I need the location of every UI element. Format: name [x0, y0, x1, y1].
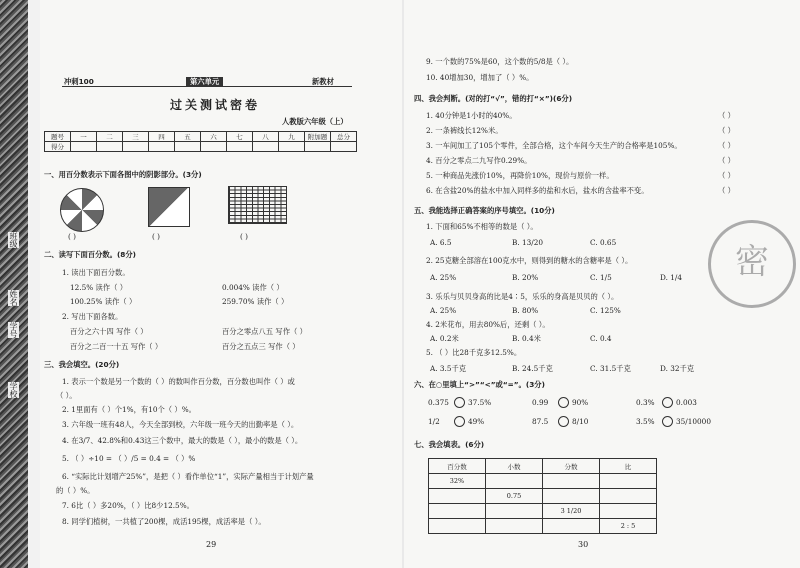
compare-circle: [558, 416, 569, 427]
choice-option: D. 32千克: [660, 364, 695, 373]
read-item: 259.70% 读作（ ）: [222, 297, 289, 306]
section-5-title: 五、我能选择正确答案的序号填空。(10分): [414, 206, 555, 215]
number-field: 学号: [9, 322, 18, 338]
question: 3. 乐乐与贝贝身高的比是4∶5，乐乐的身高是贝贝的（ ）。: [426, 292, 619, 301]
fill-header-cell: 百分数: [429, 459, 486, 474]
question: 4. 在3/7、42.8%和0.43这三个数中，最大的数是（ ），最小的数是（ ）。: [62, 436, 303, 445]
fill-cell: [543, 519, 600, 534]
choice-option: B. 0.4米: [512, 334, 541, 343]
choice-option: A. 3.5千克: [430, 364, 467, 373]
choice-option: A. 6.5: [430, 238, 452, 247]
score-header-cell: 九: [279, 132, 305, 142]
compare-circle: [662, 397, 673, 408]
score-cell: [175, 142, 201, 152]
score-cell: [253, 142, 279, 152]
question: 1. 下面和65%不相等的数是（ ）。: [426, 222, 538, 231]
score-header-cell: 附加题: [305, 132, 331, 142]
choice-option: C. 125%: [590, 306, 621, 315]
write-item: 百分之六十四 写作（ ）: [70, 327, 148, 336]
question: 7. 6比（ ）多20%，（ ）比8少12.5%。: [62, 501, 194, 510]
fill-header-cell: 分数: [543, 459, 600, 474]
compare-left: 0.99: [532, 398, 549, 407]
section-7-title: 七、我会填表。(6分): [414, 440, 485, 449]
class-field: 班级: [9, 232, 18, 248]
question: 的（ ）%。: [56, 486, 95, 495]
edition-label: 人教版六年级（上）: [282, 117, 348, 126]
score-header-cell: 七: [227, 132, 253, 142]
fill-cell: [543, 474, 600, 489]
fill-cell: 2 : 5: [600, 519, 657, 534]
score-header-cell: 三: [123, 132, 149, 142]
fill-cell: [600, 489, 657, 504]
compare-right: 49%: [468, 417, 485, 426]
section-4-title: 四、我会判断。(对的打“√”，错的打“×”)(6分): [414, 94, 573, 103]
page-number: 30: [578, 540, 589, 549]
fill-cell: [600, 474, 657, 489]
write-item: 百分之五点三 写作（ ）: [222, 342, 300, 351]
answer-blank: ( ): [152, 232, 161, 241]
fill-cell: 32%: [429, 474, 486, 489]
judge-mark: （ ）: [718, 111, 735, 120]
score-header-cell: 二: [97, 132, 123, 142]
section-1-title: 一、用百分数表示下面各图中的阴影部分。(3分): [44, 170, 202, 179]
score-cell: [123, 142, 149, 152]
section-3-title: 三、我会填空。(20分): [44, 360, 120, 369]
score-header-cell: 总分: [331, 132, 357, 142]
fill-cell: 3 1/20: [543, 504, 600, 519]
compare-left: 0.375: [428, 398, 449, 407]
fill-header-cell: 比: [600, 459, 657, 474]
read-item: 0.004% 读作（ ）: [222, 283, 284, 292]
compare-right: 0.003: [676, 398, 697, 407]
read-item: 100.25% 读作（ ）: [70, 297, 137, 306]
judge-mark: （ ）: [718, 126, 735, 135]
question: （ ）。: [56, 391, 77, 400]
question: 6. “实际比计划增产25%”，是把（ ）看作单位“1”，实际产量相当于计划产量: [62, 472, 314, 481]
answer-blank: ( ): [240, 232, 249, 241]
compare-circle: [662, 416, 673, 427]
brand-label: 冲刺100: [64, 77, 94, 86]
score-row-label: 得分: [45, 142, 71, 152]
grid-figure: [228, 186, 287, 224]
compare-right: 90%: [572, 398, 589, 407]
judge-item: 3. 一车间加工了105个零件，全部合格，这个车间今天生产的合格率是105%。: [426, 141, 682, 150]
question: 5. （ ）比28千克多12.5%。: [426, 348, 522, 357]
fill-cell: [486, 474, 543, 489]
fill-cell: [486, 504, 543, 519]
choice-option: A. 25%: [430, 306, 457, 315]
judge-item: 6. 在含盐20%的盐水中加入同样多的盐和水后，盐水的含盐率不变。: [426, 186, 649, 195]
secret-stamp: 密: [708, 220, 796, 308]
fill-header-cell: 小数: [486, 459, 543, 474]
score-cell: [305, 142, 331, 152]
score-header-cell: 题号: [45, 132, 71, 142]
score-cell: [71, 142, 97, 152]
page-number: 29: [206, 540, 217, 549]
judge-item: 5. 一种商品先涨价10%，再降价10%，现价与原价一样。: [426, 171, 614, 180]
school-field: 学校: [9, 382, 18, 398]
binding-strip: [0, 0, 28, 568]
instruction: 2. 写出下面各数。: [62, 312, 123, 321]
question: 8. 同学们植树，一共植了200棵，成活195棵，成活率是（ ）。: [62, 517, 266, 526]
judge-mark: （ ）: [718, 171, 735, 180]
score-cell: [331, 142, 357, 152]
fill-table: [428, 458, 657, 534]
page-title: 过关测试密卷: [170, 98, 261, 112]
compare-left: 1/2: [428, 417, 440, 426]
judge-mark: （ ）: [718, 141, 735, 150]
choice-option: A. 25%: [430, 273, 457, 282]
section-6-title: 六、在○里填上“>”“<”或“=”。(3分): [414, 380, 545, 389]
question: 5. （ ）÷10 = （ ）/5 = 0.4 = （ ）%: [62, 454, 196, 463]
choice-option: C. 31.5千克: [590, 364, 631, 373]
score-cell: [149, 142, 175, 152]
score-table: [44, 131, 357, 152]
question: 10. 40增加30，增加了（ ）%。: [426, 73, 534, 82]
question: 9. 一个数的75%是60，这个数的5/8是（ ）。: [426, 57, 574, 66]
score-header-cell: 五: [175, 132, 201, 142]
question: 4. 2米花布，用去80%后，还剩（ ）。: [426, 320, 550, 329]
fill-cell: [429, 519, 486, 534]
choice-option: B. 24.5千克: [512, 364, 553, 373]
score-header-cell: 一: [71, 132, 97, 142]
choice-option: C. 1/5: [590, 273, 612, 282]
section-2-title: 二、读写下面百分数。(8分): [44, 250, 137, 259]
score-header-cell: 六: [201, 132, 227, 142]
write-item: 百分之二百一十五 写作（ ）: [70, 342, 163, 351]
compare-circle: [454, 397, 465, 408]
compare-right: 35/10000: [676, 417, 711, 426]
choice-option: A. 0.2米: [430, 334, 459, 343]
score-cell: [201, 142, 227, 152]
judge-mark: （ ）: [718, 186, 735, 195]
compare-right: 37.5%: [468, 398, 492, 407]
choice-option: B. 13/20: [512, 238, 544, 247]
instruction: 1. 读出下面百分数。: [62, 268, 130, 277]
fill-cell: [486, 519, 543, 534]
judge-item: 4. 百分之零点二九写作0.29%。: [426, 156, 532, 165]
question: 2. 25克糖全部溶在100克水中，则得到的糖水的含糖率是（ ）。: [426, 256, 633, 265]
answer-blank: ( ): [68, 232, 77, 241]
fill-cell: [600, 504, 657, 519]
compare-left: 87.5: [532, 417, 549, 426]
score-cell: [97, 142, 123, 152]
fill-cell: [543, 489, 600, 504]
write-item: 百分之零点八五 写作（ ）: [222, 327, 307, 336]
tag-label: 新教材: [312, 77, 334, 86]
choice-option: B. 20%: [512, 273, 539, 282]
question: 2. 1里面有（ ）个1%，有10个（ ）%。: [62, 405, 196, 414]
fill-cell: 0.75: [486, 489, 543, 504]
score-cell: [279, 142, 305, 152]
choice-option: D. 1/4: [660, 273, 682, 282]
score-header-cell: 四: [149, 132, 175, 142]
question: 1. 表示一个数是另一个数的（ ）的数叫作百分数，百分数也叫作（ ）或: [62, 377, 295, 386]
judge-item: 1. 40分钟是1小时的40%。: [426, 111, 517, 120]
read-item: 12.5% 读作（ ）: [70, 283, 128, 292]
judge-item: 2. 一条裤线长12%米。: [426, 126, 503, 135]
score-cell: [227, 142, 253, 152]
compare-right: 8/10: [572, 417, 589, 426]
question: 3. 六年级一班有48人，今天全部到校，六年级一班今天的出勤率是（ ）。: [62, 420, 299, 429]
name-field: 姓名: [9, 290, 18, 306]
square-figure: [148, 187, 190, 227]
score-header-cell: 八: [253, 132, 279, 142]
choice-option: C. 0.4: [590, 334, 612, 343]
judge-mark: （ ）: [718, 156, 735, 165]
choice-option: B. 80%: [512, 306, 539, 315]
unit-badge: 第六单元: [186, 77, 223, 86]
fill-cell: [429, 504, 486, 519]
compare-circle: [454, 416, 465, 427]
compare-left: 3.5%: [636, 417, 655, 426]
choice-option: C. 0.65: [590, 238, 617, 247]
fill-cell: [429, 489, 486, 504]
compare-circle: [558, 397, 569, 408]
compare-left: 0.3%: [636, 398, 655, 407]
pie-figure: [60, 188, 104, 232]
